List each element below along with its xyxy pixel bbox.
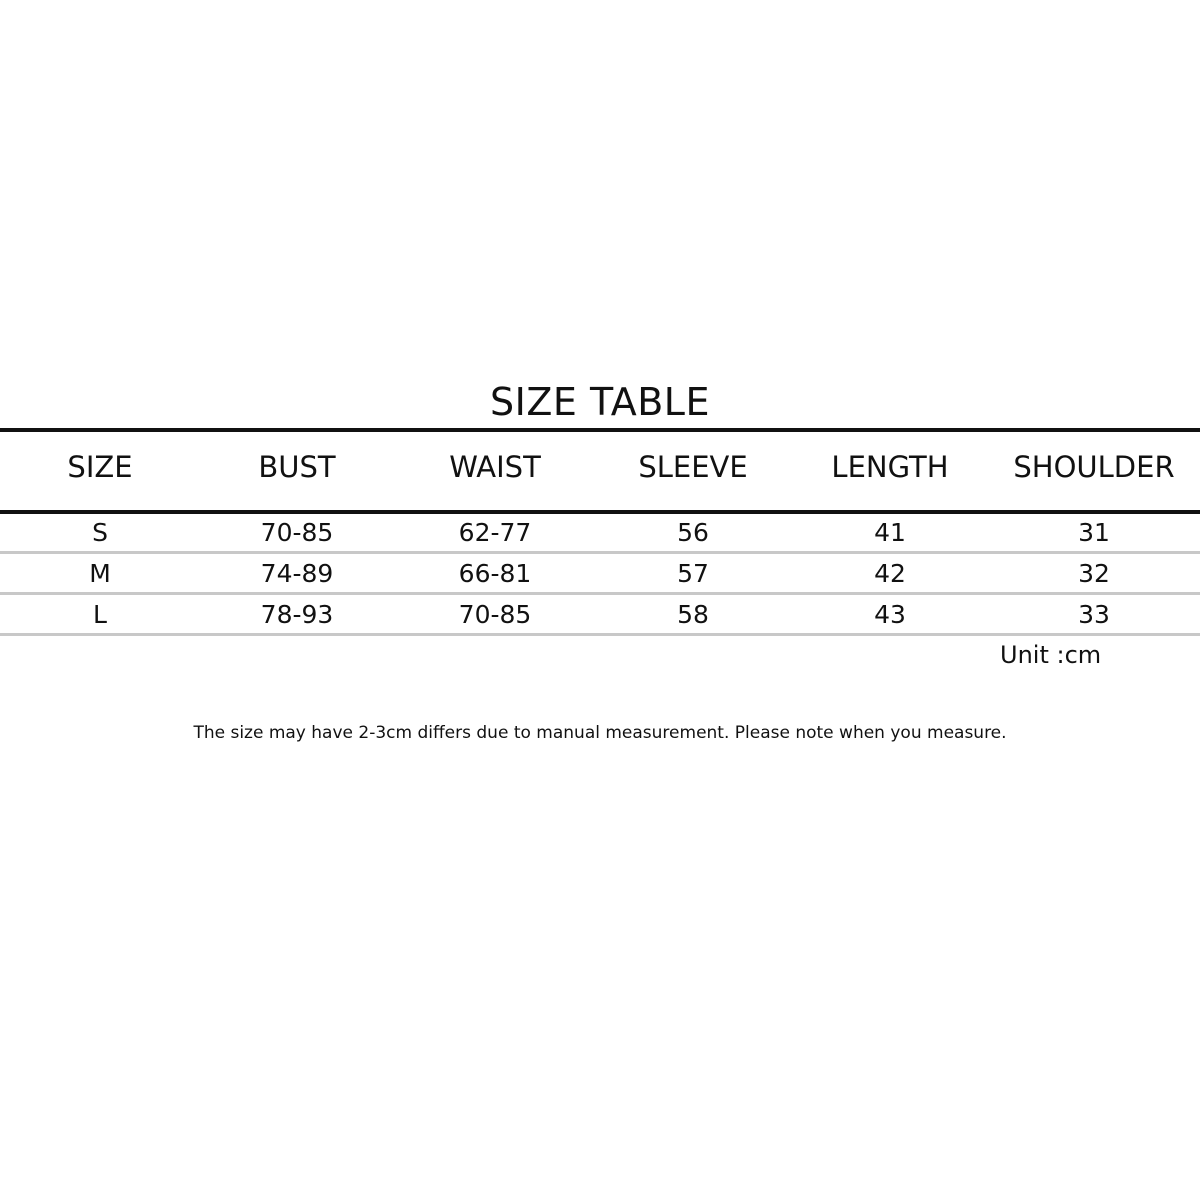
top-rule xyxy=(0,428,1200,432)
cell-shoulder: 31 xyxy=(1078,518,1110,547)
header-shoulder: SHOULDER xyxy=(1013,450,1175,484)
bottom-rule xyxy=(0,633,1200,636)
cell-size: L xyxy=(93,600,107,629)
cell-sleeve: 56 xyxy=(677,518,709,547)
header-bust: BUST xyxy=(258,450,336,484)
table-header-row xyxy=(0,447,1200,487)
cell-waist: 62-77 xyxy=(458,518,532,547)
table-row xyxy=(0,595,1200,635)
cell-shoulder: 32 xyxy=(1078,559,1110,588)
size-table-title: SIZE TABLE xyxy=(490,380,710,424)
cell-size: M xyxy=(89,559,111,588)
cell-length: 42 xyxy=(874,559,906,588)
header-length: LENGTH xyxy=(831,450,949,484)
cell-waist: 66-81 xyxy=(458,559,532,588)
cell-shoulder: 33 xyxy=(1078,600,1110,629)
cell-length: 43 xyxy=(874,600,906,629)
cell-waist: 70-85 xyxy=(458,600,532,629)
cell-length: 41 xyxy=(874,518,906,547)
cell-size: S xyxy=(92,518,108,547)
cell-bust: 74-89 xyxy=(260,559,334,588)
header-waist: WAIST xyxy=(449,450,541,484)
cell-bust: 70-85 xyxy=(260,518,334,547)
header-sleeve: SLEEVE xyxy=(638,450,748,484)
table-row xyxy=(0,554,1200,594)
unit-label: Unit :cm xyxy=(1000,641,1102,669)
cell-sleeve: 58 xyxy=(677,600,709,629)
measurement-note: The size may have 2-3cm differs due to manual measurement. Please note when you measure. xyxy=(193,723,1007,743)
cell-sleeve: 57 xyxy=(677,559,709,588)
header-size: SIZE xyxy=(67,450,133,484)
table-row xyxy=(0,513,1200,553)
cell-bust: 78-93 xyxy=(260,600,334,629)
